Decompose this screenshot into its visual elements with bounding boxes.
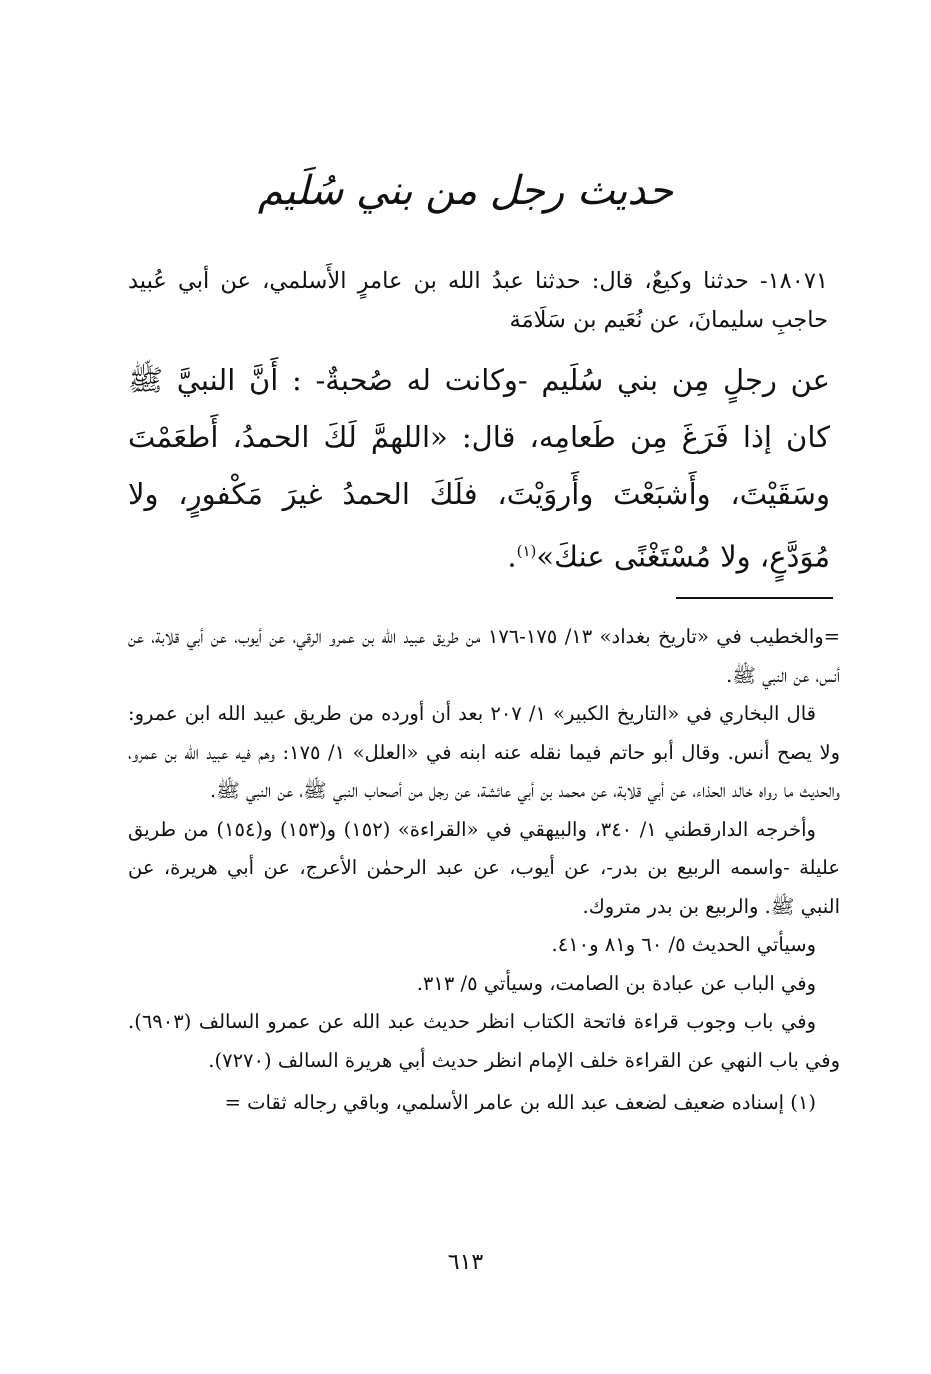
page-number: ٦١٣ <box>447 1250 484 1275</box>
hadith-matn-paragraph <box>128 352 830 586</box>
footnote-chapter-ubada: وفي الباب عن عبادة بن الصامت، وسيأتي ٥/ ٣١٣. <box>416 971 816 995</box>
footnotes-section <box>128 618 840 1123</box>
footnote-bukhari: قال البخاري في «التاريخ الكبير» ١/ ٢٠٧ بعد أن أورده من طريق عبيد الله ابن عمرو: ولا يصح أنس. وقال أبو حاتم فيما نقله عنه ابنه في «العلل» ١/ ١٧٥: وهم فيه عبيد الله بن عمرو، والحديث ما رواه خالد الحذاء، عن أبي قلابة، عن محمد بن أبي عائشة، عن رجل من أصحاب النبي ﷺ، عن النبي ﷺ. <box>128 702 841 802</box>
footnote-continuation: =والخطيب في «تاريخ بغداد» ١٣/ ١٧٥-١٧٦ من طريق عبيد الله بن عمرو الرقي، عن أيوب، عن أبي قلابة، عن أنس، عن النبي ﷺ. <box>128 625 840 687</box>
footnote-daraqutni: وأخرجه الدارقطني ١/ ٣٤٠، والبيهقي في «القراءة» (١٥٢) و(١٥٣) و(١٥٤) من طريق عليلة -واسمه الربيع بن بدر-، عن أيوب، عن عبد الرحمٰن الأعرج، عن أبي هريرة، عن النبي ﷺ. والربيع بن بدر متروك. <box>128 817 840 918</box>
footnote-separator <box>676 597 833 599</box>
hadith-isnad: ١٨٠٧١- حدثنا وكيعٌ، قال: حدثنا عبدُ الله بن عامرٍ الأَسلمي، عن أبي عُبيد حاجبِ سليمانَ، عن نُعَيم بن سَلَامَة <box>128 268 828 333</box>
hadith-matn: عن رجلٍ مِن بني سُلَيم -وكانت له صُحبةٌ- : أَنَّ النبيَّ ﷺ كان إذا فَرَغَ مِن طَعامِه، قال: «اللهمَّ لَكَ الحمدُ، أَطعَمْتَ وسَقَيْتَ، وأَشبَعْتَ وأَروَيْتَ، فلَكَ الحمدُ غيرَ مَكْفورٍ، ولا مُوَدَّعٍ، ولا مُسْتَغْنًى عنكَ» <box>128 363 830 574</box>
footnote-marker: (١) <box>516 542 537 560</box>
chapter-title: حديث رجل من بني سُلَيم <box>257 168 674 214</box>
footnote-chapter-fatiha: وفي باب وجوب قراءة فاتحة الكتاب انظر حديث عبد الله عن عمرو السالف (٦٩٠٣). وفي باب النهي عن القراءة خلف الإمام انظر حديث أبي هريرة السالف (٧٢٧٠). <box>128 1010 840 1072</box>
footnote-1-isnad-grade: (١) إسناده ضعيف لضعف عبد الله بن عامر الأسلمي، وباقي رجاله ثقات = <box>224 1091 816 1114</box>
matn-end-mark: . <box>507 539 517 574</box>
footnote-see-also: وسيأتي الحديث ٥/ ٦٠ و٨١ و٤١٠. <box>551 933 816 956</box>
